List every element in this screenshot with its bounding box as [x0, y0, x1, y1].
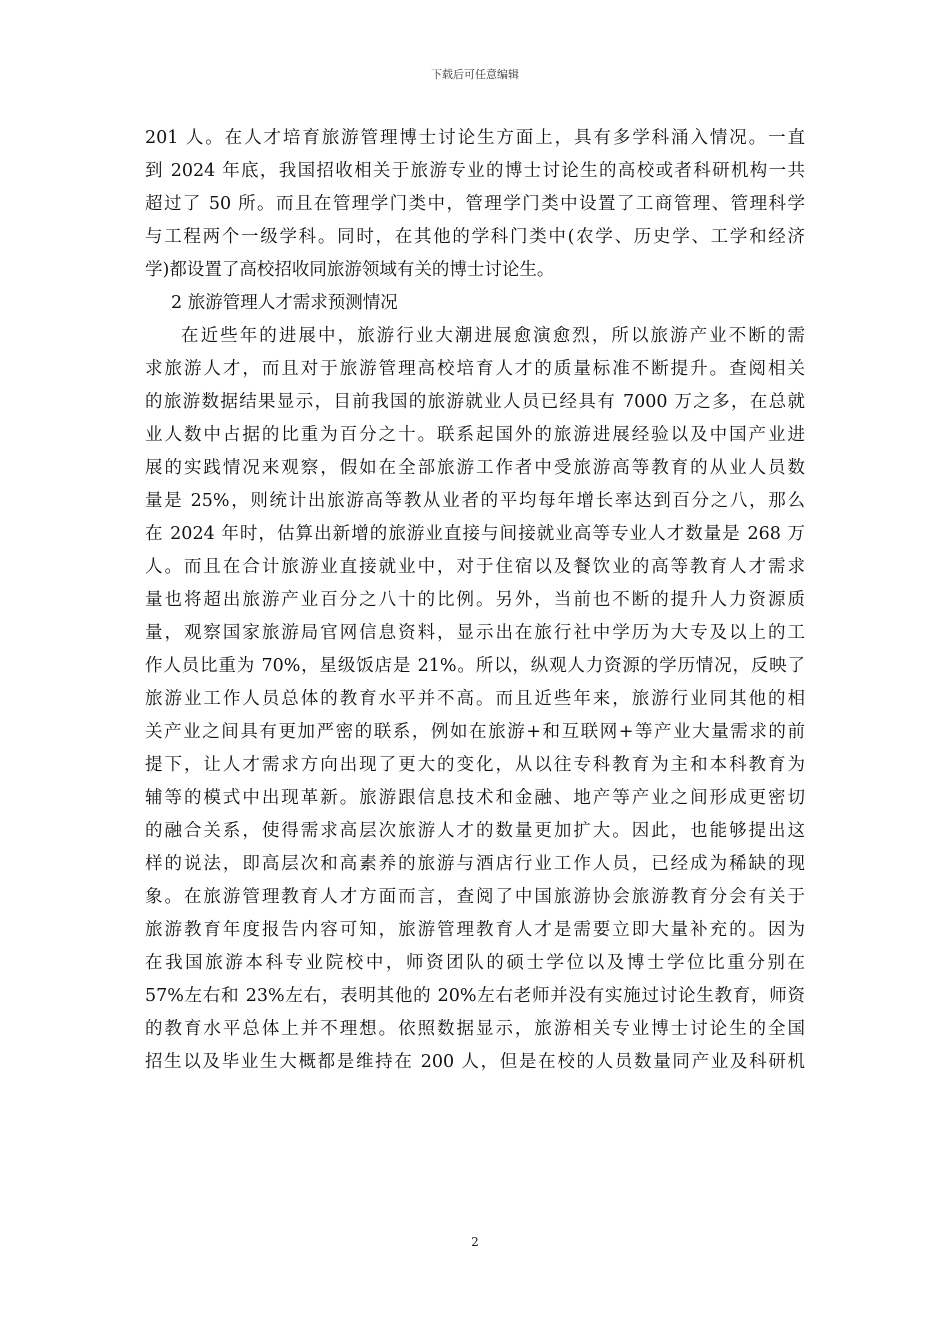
text-line: 量，观察国家旅游局官网信息资料，显示出在旅行社中学历为大专及以上的工: [145, 623, 805, 643]
text-line: 作人员比重为 70%，星级饭店是 21%。所以，纵观人力资源的学历情况，反映了: [145, 656, 805, 676]
text-line: 到 2024 年底，我国招收相关于旅游专业的博士讨论生的高校或者科研机构一共: [145, 161, 805, 181]
page-header: 下载后可任意编辑: [431, 68, 519, 81]
text-line: 在近些年的进展中，旅游行业大潮进展愈演愈烈，所以旅游产业不断的需: [181, 326, 805, 346]
text-line: 提下，让人才需求方向出现了更大的变化，从以往专科教育为主和本科教育为: [145, 755, 805, 775]
text-line: 招生以及毕业生大概都是维持在 200 人，但是在校的人员数量同产业及科研机: [145, 1052, 805, 1072]
text-line: 辅等的模式中出现革新。旅游跟信息技术和金融、地产等产业之间形成更密切: [145, 788, 805, 808]
text-line: 学)都设置了高校招收同旅游领域有关的博士讨论生。: [145, 260, 555, 280]
text-line: 57%左右和 23%左右，表明其他的 20%左右老师并没有实施过讨论生教育，师资: [145, 986, 805, 1006]
text-line: 的旅游数据结果显示，目前我国的旅游就业人员已经具有 7000 万之多，在总就: [145, 392, 805, 412]
text-line: 在 2024 年时，估算出新增的旅游业直接与间接就业高等专业人才数量是 268 万: [145, 524, 805, 544]
text-line: 人。而且在合计旅游业直接就业中，对于住宿以及餐饮业的高等教育人才需求: [145, 557, 805, 577]
text-line: 与工程两个一级学科。同时，在其他的学科门类中(农学、历史学、工学和经济: [145, 227, 805, 247]
text-line: 关产业之间具有更加严密的联系，例如在旅游+和互联网+等产业大量需求的前: [145, 722, 805, 742]
text-line: 的教育水平总体上并不理想。依照数据显示，旅游相关专业博士讨论生的全国: [145, 1019, 805, 1039]
section-heading: 2 旅游管理人才需求预测情况: [171, 293, 398, 313]
text-line: 样的说法，即高层次和高素养的旅游与酒店行业工作人员，已经成为稀缺的现: [145, 854, 805, 874]
text-line: 在我国旅游本科专业院校中，师资团队的硕士学位以及博士学位比重分别在: [145, 953, 805, 973]
text-line: 旅游教育年度报告内容可知，旅游管理教育人才是需要立即大量补充的。因为: [145, 920, 805, 940]
text-line: 的融合关系，使得需求高层次旅游人才的数量更加扩大。因此，也能够提出这: [145, 821, 805, 841]
text-line: 旅游业工作人员总体的教育水平并不高。而且近些年来，旅游行业同其他的相: [145, 689, 805, 709]
text-line: 展的实践情况来观察，假如在全部旅游工作者中受旅游高等教育的从业人员数: [145, 458, 805, 478]
text-line: 量是 25%，则统计出旅游高等教从业者的平均每年增长率达到百分之八，那么: [145, 491, 805, 511]
page-number: 2: [471, 1235, 479, 1249]
text-line: 超过了 50 所。而且在管理学门类中，管理学门类中设置了工商管理、管理科学: [145, 194, 805, 214]
text-line: 业人数中占据的比重为百分之十。联系起国外的旅游进展经验以及中国产业进: [145, 425, 805, 445]
text-line: 象。在旅游管理教育人才方面而言，查阅了中国旅游协会旅游教育分会有关于: [145, 887, 805, 907]
text-line: 求旅游人才，而且对于旅游管理高校培育人才的质量标准不断提升。查阅相关: [145, 359, 805, 379]
text-line: 量也将超出旅游产业百分之八十的比例。另外，当前也不断的提升人力资源质: [145, 590, 805, 610]
text-line: 201 人。在人才培育旅游管理博士讨论生方面上，具有多学科涌入情况。一直: [145, 128, 805, 148]
body-text: [145, 122, 805, 1079]
